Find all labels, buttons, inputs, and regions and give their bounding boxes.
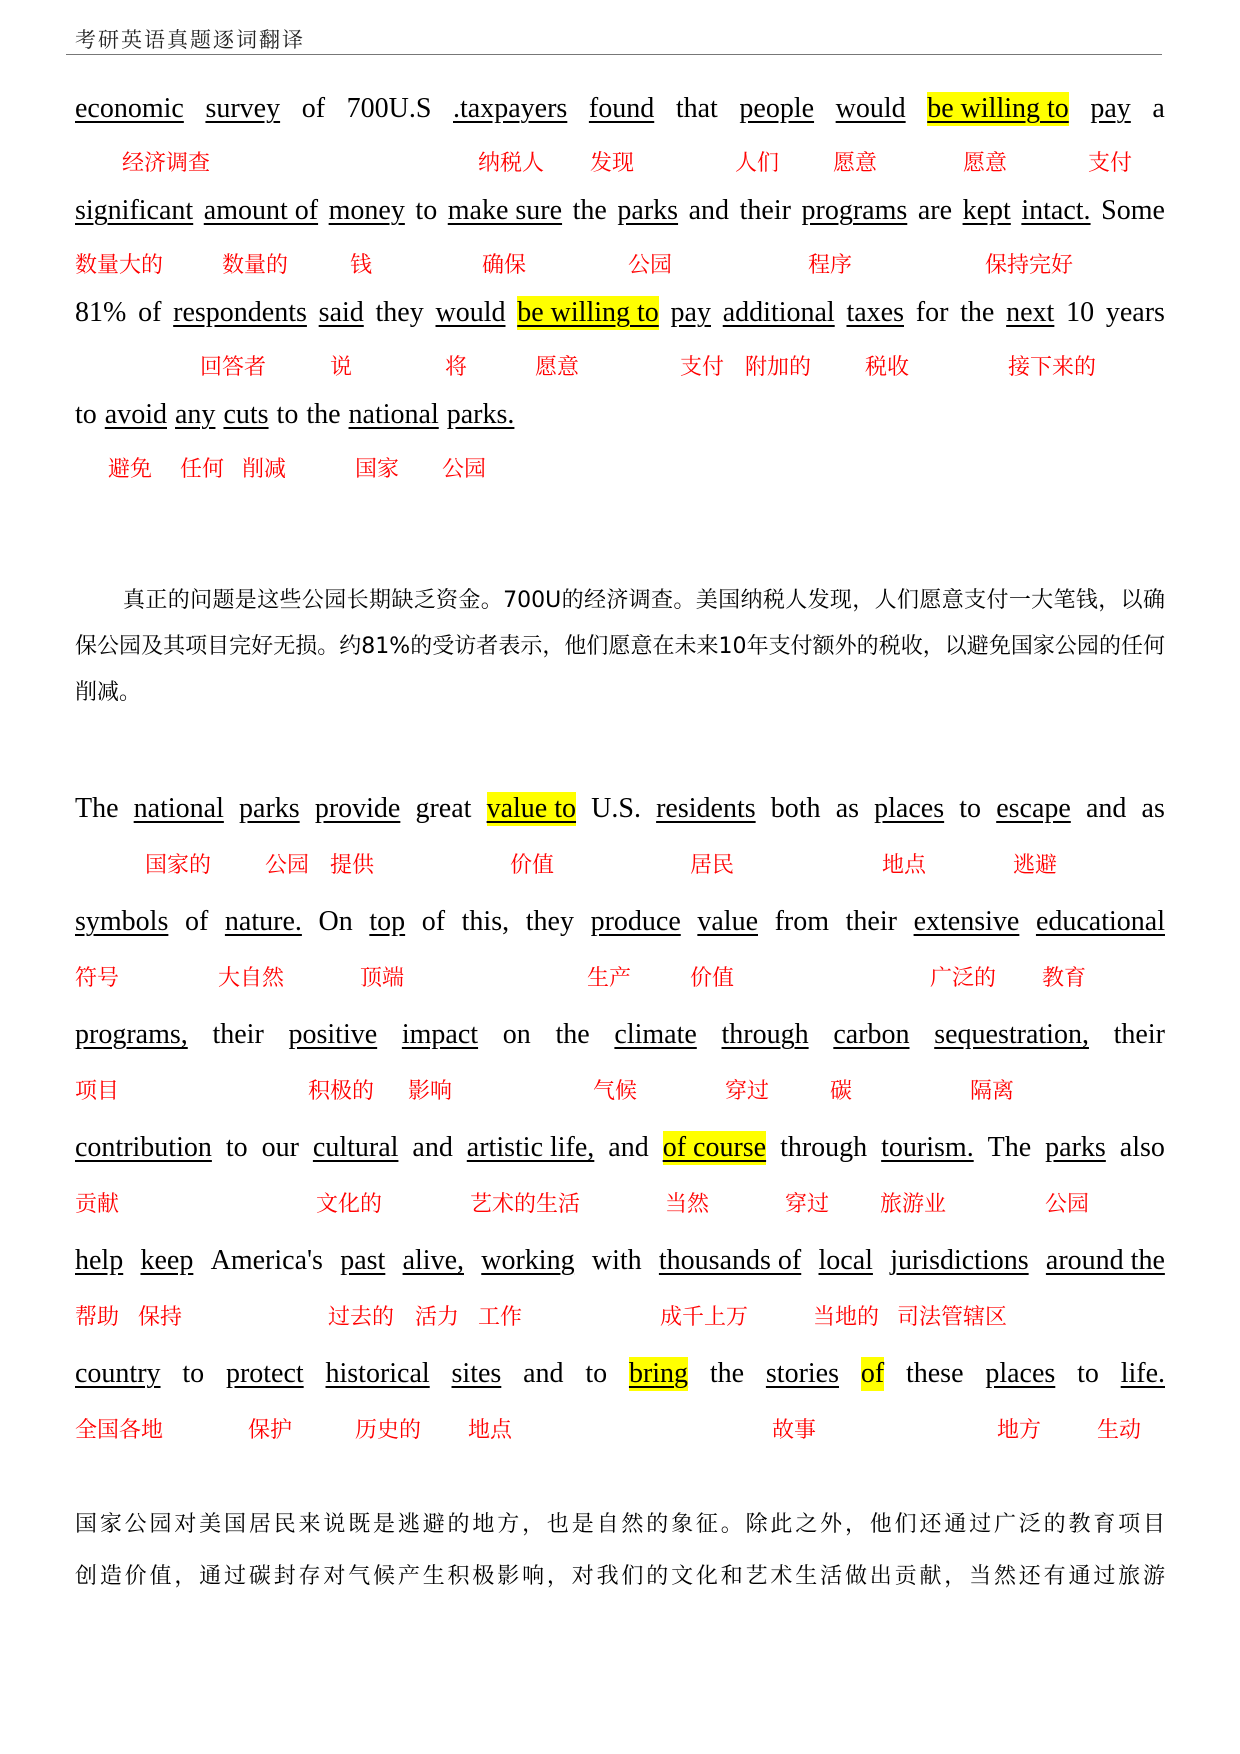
underlined-word: .taxpayers xyxy=(453,93,568,124)
underlined-word: provide xyxy=(314,793,401,824)
word: 81% xyxy=(75,297,127,328)
word: to xyxy=(415,195,438,226)
word-translation: 当然 xyxy=(665,1192,710,1217)
word-translation: 生动 xyxy=(1097,1418,1142,1443)
word-translation: 钱 xyxy=(350,253,373,278)
highlighted-phrase: bring xyxy=(628,1358,689,1389)
word-translation: 愿意 xyxy=(963,151,1008,176)
word: On xyxy=(318,906,353,937)
underlined-word: through xyxy=(721,1019,809,1050)
word-translation: 穿过 xyxy=(785,1192,830,1217)
underlined-word: people xyxy=(739,93,815,124)
underlined-word: value xyxy=(697,906,758,937)
word-translation: 生产 xyxy=(587,966,632,991)
word: 700U.S xyxy=(346,93,432,124)
translation-line xyxy=(0,248,1240,278)
word: our xyxy=(261,1132,299,1163)
translation-line xyxy=(0,961,1240,991)
word: great xyxy=(415,793,472,824)
underlined-word: taxes xyxy=(846,297,904,328)
underlined-word: make sure xyxy=(447,195,563,226)
word-translation: 成千上万 xyxy=(660,1305,749,1330)
translation-line xyxy=(0,146,1240,176)
word: for xyxy=(915,297,949,328)
underlined-word: pay xyxy=(1090,93,1131,124)
underlined-word: significant xyxy=(75,195,194,226)
word-translation: 公园 xyxy=(1045,1192,1090,1217)
word: their xyxy=(1113,1019,1165,1050)
underlined-word: around the xyxy=(1045,1245,1165,1276)
underlined-word: economic xyxy=(75,93,184,124)
underlined-word: carbon xyxy=(833,1019,910,1050)
underlined-word: produce xyxy=(590,906,681,937)
word: Some xyxy=(1101,195,1165,226)
underlined-word: climate xyxy=(614,1019,697,1050)
word-translation: 说 xyxy=(330,355,353,380)
word: are xyxy=(917,195,953,226)
underlined-word: impact xyxy=(401,1019,479,1050)
word-translation: 活力 xyxy=(415,1305,460,1330)
underlined-word: national xyxy=(348,399,439,430)
underlined-word: survey xyxy=(205,93,281,124)
translation-line xyxy=(0,848,1240,878)
word-translation: 故事 xyxy=(772,1418,817,1443)
word: on xyxy=(502,1019,531,1050)
word: their xyxy=(845,906,897,937)
word: they xyxy=(375,297,424,328)
underlined-word: country xyxy=(75,1358,161,1389)
word-translation: 数量的 xyxy=(222,253,289,278)
word-translation: 回答者 xyxy=(200,355,267,380)
word-translation: 影响 xyxy=(408,1079,453,1104)
word-translation: 避免 xyxy=(108,457,153,482)
word-translation: 地点 xyxy=(468,1418,513,1443)
underlined-word: thousands of xyxy=(658,1245,802,1276)
word-translation: 附加的 xyxy=(745,355,812,380)
underlined-word: alive, xyxy=(402,1245,464,1276)
word-translation: 愿意 xyxy=(535,355,580,380)
translation-line xyxy=(0,452,1240,482)
underlined-word: programs xyxy=(801,195,908,226)
word-translation: 保持 xyxy=(138,1305,183,1330)
word-translation: 艺术的生活 xyxy=(470,1192,581,1217)
underlined-word: intact. xyxy=(1021,195,1091,226)
word-translation: 公园 xyxy=(265,853,310,878)
word-translation: 税收 xyxy=(865,355,910,380)
word: to xyxy=(75,399,97,430)
underlined-word: parks xyxy=(617,195,679,226)
word-translation: 地方 xyxy=(997,1418,1042,1443)
word: and xyxy=(608,1132,649,1163)
highlighted-phrase: of course xyxy=(662,1132,767,1163)
word-translation: 穿过 xyxy=(725,1079,770,1104)
word-translation: 隔离 xyxy=(970,1079,1015,1104)
word-translation: 全国各地 xyxy=(75,1418,164,1443)
underlined-word: artistic life, xyxy=(466,1132,595,1163)
word-translation: 支付 xyxy=(680,355,725,380)
underlined-word: parks xyxy=(1045,1132,1106,1163)
underlined-word: symbols xyxy=(75,906,169,937)
word: as xyxy=(1141,793,1165,824)
word: to xyxy=(225,1132,248,1163)
underlined-word: local xyxy=(818,1245,873,1276)
underlined-word: past xyxy=(340,1245,386,1276)
word-translation: 程序 xyxy=(808,253,853,278)
word-translation: 价值 xyxy=(690,966,735,991)
english-line xyxy=(75,1131,1165,1165)
word: America's xyxy=(210,1245,323,1276)
english-line xyxy=(75,1357,1165,1391)
english-line xyxy=(75,194,1165,228)
word: and xyxy=(523,1358,564,1389)
word-translation: 项目 xyxy=(75,1079,120,1104)
word: to xyxy=(1077,1358,1099,1389)
word: of xyxy=(301,93,326,124)
underlined-word: said xyxy=(318,297,364,328)
word-translation: 保护 xyxy=(248,1418,293,1443)
underlined-word: historical xyxy=(325,1358,430,1389)
chinese-translation-paragraph-2-line-1: 国家公园对美国居民来说既是逃避的地方，也是自然的象征。除此之外，他们还通过广泛的教育项目 xyxy=(75,1512,1165,1537)
underlined-word: cultural xyxy=(312,1132,399,1163)
underlined-word: sequestration, xyxy=(934,1019,1089,1050)
underlined-word: parks. xyxy=(446,399,515,430)
highlighted-phrase: value to xyxy=(486,793,577,824)
word-translation: 司法管辖区 xyxy=(897,1305,1008,1330)
word-translation: 数量大的 xyxy=(75,253,164,278)
word-translation: 逃避 xyxy=(1013,853,1058,878)
word: their xyxy=(739,195,791,226)
underlined-word: additional xyxy=(722,297,835,328)
underlined-word: would xyxy=(435,297,506,328)
translation-line xyxy=(0,1413,1240,1443)
underlined-word: money xyxy=(328,195,405,226)
underlined-word: any xyxy=(175,399,216,430)
english-line xyxy=(75,1018,1165,1052)
word-translation: 地点 xyxy=(882,853,927,878)
word: to xyxy=(276,399,299,430)
word: the xyxy=(709,1358,745,1389)
word: these xyxy=(905,1358,964,1389)
word-translation: 碳 xyxy=(830,1079,853,1104)
english-line xyxy=(75,1244,1165,1278)
english-line xyxy=(75,398,1165,432)
word: their xyxy=(212,1019,264,1050)
word: The xyxy=(75,793,119,824)
word-translation: 过去的 xyxy=(328,1305,395,1330)
underlined-word: educational xyxy=(1035,906,1165,937)
word-translation: 人们 xyxy=(735,151,780,176)
word-translation: 支付 xyxy=(1088,151,1133,176)
word: the xyxy=(960,297,995,328)
underlined-word: contribution xyxy=(75,1132,212,1163)
word-translation: 积极的 xyxy=(308,1079,375,1104)
word-translation: 公园 xyxy=(628,253,673,278)
word: years xyxy=(1105,297,1165,328)
word-translation: 顶端 xyxy=(360,966,405,991)
word-translation: 广泛的 xyxy=(930,966,997,991)
underlined-word: avoid xyxy=(104,399,167,430)
word: and xyxy=(412,1132,453,1163)
underlined-word: pay xyxy=(670,297,711,328)
chinese-translation-paragraph-2-line-2: 创造价值，通过碳封存对气候产生积极影响，对我们的文化和艺术生活做出贡献，当然还有通过旅游 xyxy=(75,1564,1165,1589)
underlined-word: life. xyxy=(1120,1358,1165,1389)
underlined-word: protect xyxy=(225,1358,304,1389)
word: and xyxy=(688,195,730,226)
english-line xyxy=(75,92,1165,126)
underlined-word: top xyxy=(369,906,406,937)
word-translation: 发现 xyxy=(590,151,635,176)
word: The xyxy=(987,1132,1032,1163)
word-translation: 削减 xyxy=(242,457,287,482)
chinese-translation-paragraph-1: 真正的问题是这些公园长期缺乏资金。700U的经济调查。美国纳税人发现，人们愿意支付一大笔钱，以确保公园及其项目完好无损。约81%的受访者表示，他们愿意在未来10年支付额外的税收，以避免国家公园的任何削减。 xyxy=(75,588,1165,705)
word-translation: 公园 xyxy=(442,457,487,482)
header-divider xyxy=(66,54,1162,55)
word-translation: 任何 xyxy=(180,457,225,482)
underlined-word: positive xyxy=(288,1019,378,1050)
document-title: 考研英语真题逐词翻译 xyxy=(75,28,305,52)
word-translation: 提供 xyxy=(330,853,375,878)
word: from xyxy=(774,906,830,937)
word-translation: 纳税人 xyxy=(478,151,545,176)
word: the xyxy=(572,195,607,226)
word: both xyxy=(770,793,821,824)
english-line xyxy=(75,792,1165,826)
word: through xyxy=(780,1132,868,1163)
underlined-word: sites xyxy=(451,1358,502,1389)
underlined-word: keep xyxy=(140,1245,194,1276)
word: U.S. xyxy=(591,793,641,824)
word: and xyxy=(1085,793,1127,824)
translation-line xyxy=(0,1300,1240,1330)
underlined-word: next xyxy=(1006,297,1055,328)
underlined-word: working xyxy=(481,1245,575,1276)
word-translation: 工作 xyxy=(478,1305,523,1330)
word-translation: 国家 xyxy=(355,457,400,482)
word: that xyxy=(675,93,718,124)
word: to xyxy=(182,1358,205,1389)
underlined-word: residents xyxy=(656,793,756,824)
underlined-word: escape xyxy=(996,793,1071,824)
word: they xyxy=(525,906,574,937)
word: 10 xyxy=(1066,297,1095,328)
word-translation: 保持完好 xyxy=(985,253,1074,278)
english-line xyxy=(75,296,1165,330)
underlined-word: kept xyxy=(962,195,1011,226)
word-translation: 接下来的 xyxy=(1008,355,1097,380)
word-translation: 旅游业 xyxy=(880,1192,947,1217)
word: with xyxy=(591,1245,642,1276)
translation-line xyxy=(0,350,1240,380)
word-translation: 文化的 xyxy=(316,1192,383,1217)
word: of xyxy=(138,297,162,328)
word-translation: 符号 xyxy=(75,966,120,991)
word-translation: 居民 xyxy=(690,853,735,878)
underlined-word: found xyxy=(588,93,655,124)
word-translation: 贡献 xyxy=(75,1192,120,1217)
underlined-word: national xyxy=(133,793,224,824)
highlighted-phrase: be willing to xyxy=(927,93,1069,124)
word-translation: 价值 xyxy=(510,853,555,878)
word: also xyxy=(1119,1132,1165,1163)
underlined-word: tourism. xyxy=(881,1132,974,1163)
word-translation: 历史的 xyxy=(355,1418,422,1443)
underlined-word: would xyxy=(835,93,906,124)
word-translation: 愿意 xyxy=(833,151,878,176)
translation-line xyxy=(0,1187,1240,1217)
underlined-word: help xyxy=(75,1245,124,1276)
word-translation: 确保 xyxy=(482,253,527,278)
underlined-word: extensive xyxy=(913,906,1020,937)
word-translation: 将 xyxy=(445,355,468,380)
underlined-word: amount of xyxy=(203,195,319,226)
word: as xyxy=(835,793,860,824)
word: a xyxy=(1152,93,1165,124)
word: to xyxy=(959,793,982,824)
word: the xyxy=(555,1019,590,1050)
word-translation: 帮助 xyxy=(75,1305,120,1330)
word-translation: 国家的 xyxy=(145,853,212,878)
underlined-word: cuts xyxy=(223,399,269,430)
underlined-word: places xyxy=(985,1358,1056,1389)
underlined-word: parks xyxy=(239,793,300,824)
word-translation: 当地的 xyxy=(813,1305,880,1330)
word-translation: 气候 xyxy=(593,1079,638,1104)
word: the xyxy=(306,399,341,430)
word-translation: 经济调查 xyxy=(122,151,211,176)
underlined-word: places xyxy=(874,793,945,824)
underlined-word: programs, xyxy=(75,1019,188,1050)
translation-line xyxy=(0,1074,1240,1104)
highlighted-phrase: of xyxy=(860,1358,885,1389)
word-translation: 教育 xyxy=(1042,966,1087,991)
underlined-word: stories xyxy=(765,1358,840,1389)
word: of xyxy=(421,906,446,937)
word: to xyxy=(585,1358,608,1389)
highlighted-phrase: be willing to xyxy=(517,297,659,328)
underlined-word: respondents xyxy=(173,297,307,328)
underlined-word: jurisdictions xyxy=(890,1245,1029,1276)
word: this, xyxy=(461,906,510,937)
english-line xyxy=(75,905,1165,939)
word-translation: 大自然 xyxy=(218,966,285,991)
underlined-word: nature. xyxy=(224,906,302,937)
word: of xyxy=(184,906,209,937)
